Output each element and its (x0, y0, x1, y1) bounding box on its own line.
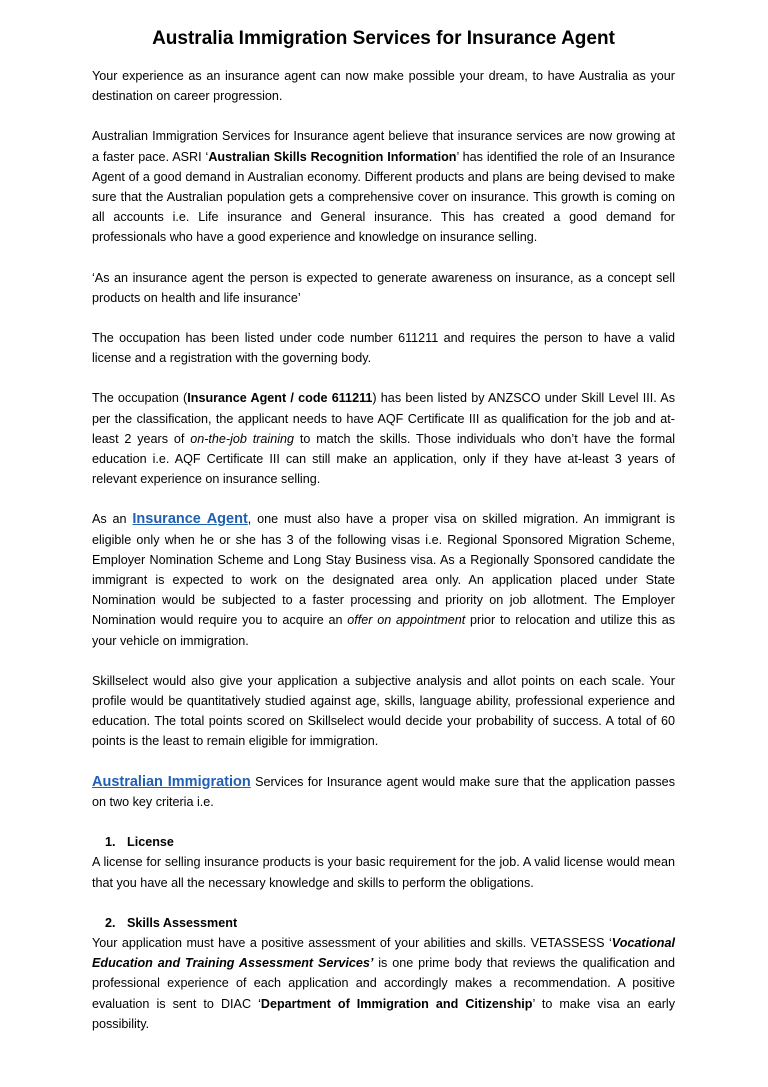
list-item-skills-body (92, 933, 675, 1034)
paragraph-code: The occupation has been listed under code number 611211 and requires the person to have a valid license and a registration with the governing body. (92, 331, 675, 366)
list-item-license-heading (92, 832, 675, 852)
paragraph-quote: ‘As an insurance agent the person is expected to generate awareness on insurance, as a concept sell products on health and life insurance’ (92, 270, 675, 305)
asri-term: Australian Skills Recognition Information (208, 149, 457, 164)
insurance-agent-link[interactable]: Insurance Agent (132, 511, 248, 528)
training-term: on-the-job training (190, 431, 295, 446)
offer-term: offer on appointment (347, 613, 466, 628)
diac-term: Department of Immigration and Citizenship (260, 996, 533, 1011)
text-run: The occupation ( (92, 391, 188, 406)
text-run: , one must also have a proper visa on skilled migration. An immigrant is eligible only when he or she has 3 of the following visas i.e. Regional Sponsored Migration Scheme, Employer Nomination Scheme and Long Stay Business visa. As a Regionally Sponsored candidate the immigrant is expected to work on the designated area only. An application placed under State Nomination would be subjected to a faster processing and priority on job allotment. The Employer Nomination would require you to acquire an (92, 512, 675, 628)
list-item-skills-heading (92, 913, 675, 933)
paragraph-criteria (92, 772, 675, 812)
page-title: Australia Immigration Services for Insurance Agent (152, 28, 615, 49)
text-run: to match the skills. Those individuals who don’t have the formal education i.e. AQF Certificate III can still make an application, only if they have at-least 3 years of relevant experience on insurance selling. (92, 431, 675, 487)
list-heading: License (127, 835, 174, 850)
paragraph-skillselect: Skillselect would also give your application a subjective analysis and allot points on each scale. Your profile would be quantitatively studied against age, skills, language ability, professional experience and education. The total points scored on Skillselect would decide your probability of success. A total of 60 points is the least to remain eligible for immigration. (92, 673, 675, 749)
occupation-code: Insurance Agent / code 611211 (187, 391, 373, 406)
vetassess-term: Vocational Education and Training Assessment Services’ (92, 935, 675, 971)
document-page (92, 24, 675, 1054)
australian-immigration-link[interactable]: Australian Immigration (92, 773, 251, 790)
text-run: is one prime body that reviews the qualification and professional experience of each application and accordingly makes a recommendation. A positive evaluation is sent to DIAC ‘ (92, 956, 676, 1011)
text-run: Australian Immigration Services for Insurance agent believe that insurance services are now growing at a faster pace. ASRI ‘ (92, 129, 675, 164)
paragraph-visa (92, 509, 675, 650)
paragraph-intro: Your experience as an insurance agent can now make possible your dream, to have Australia as your destination on career progression. (92, 69, 675, 104)
list-number: 2. (105, 915, 116, 930)
text-run: prior to relocation and utilize this as your vehicle on immigration. (92, 613, 675, 648)
text-run: Services for Insurance agent would make sure that the application passes on two key criteria i.e. (92, 774, 675, 809)
list-item-license-body: A license for selling insurance products is your basic requirement for the job. A valid license would mean that you have all the necessary knowledge and skills to perform the obligations. (92, 855, 675, 890)
list-heading: Skills Assessment (127, 915, 238, 930)
text-run: ’ to make visa an early possibility. (92, 996, 675, 1031)
paragraph-anzsco (92, 388, 675, 489)
paragraph-asri (92, 126, 675, 247)
text-run: ) has been listed by ANZSCO under Skill Level III. As per the classification, the applicant needs to have AQF Certificate III as qualification for the job and at-least 2 years of (92, 391, 676, 446)
text-run: As an (92, 512, 133, 527)
text-run: ’ has identified the role of an Insurance Agent of a good demand in Australian economy. Different products and plans are being devised to make sure that the Australian population gets a comprehensive cover on insurance. This growth is coming on all accounts i.e. Life insurance and General insurance. This has created a good demand for professionals who have a good experience and knowledge on insurance selling. (92, 149, 675, 245)
list-number: 1. (105, 835, 116, 850)
text-run: Your application must have a positive assessment of your abilities and skills. VETASSESS ‘ (92, 935, 612, 950)
